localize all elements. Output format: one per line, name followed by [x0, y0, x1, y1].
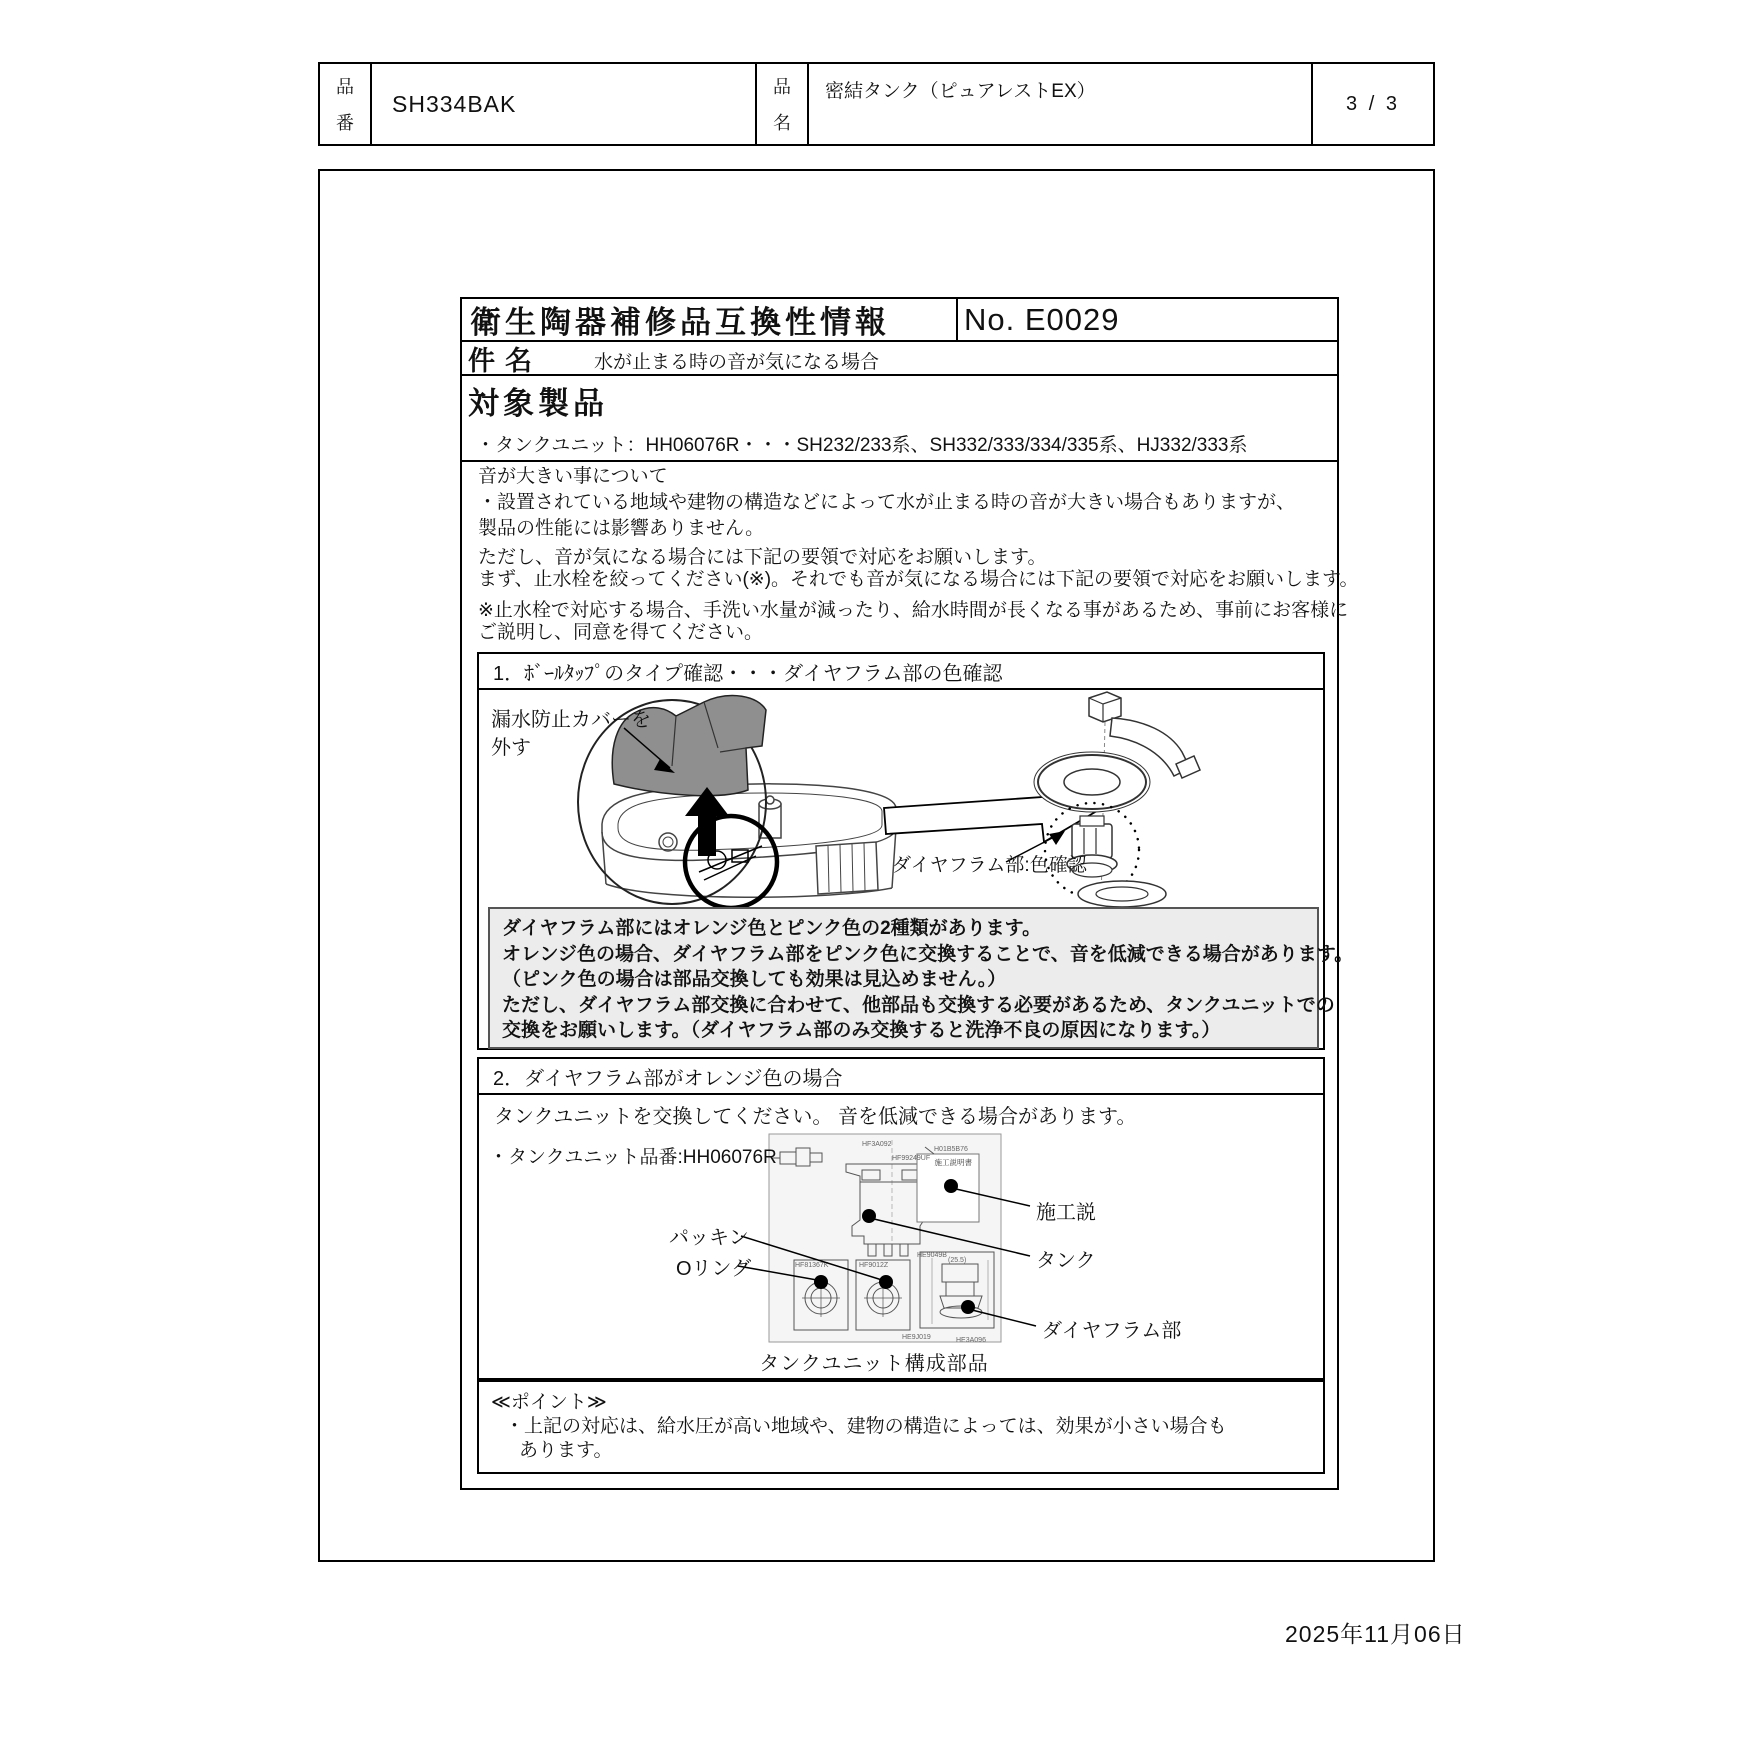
- part-name-text: 密結タンク（ピュアレストEX）: [825, 81, 1096, 102]
- part-name-label: [757, 64, 809, 144]
- section-2-box: [477, 1057, 1325, 1380]
- part-code: HF81367K: [795, 1262, 829, 1269]
- target-products-label: 対象製品: [468, 386, 608, 421]
- part-code: HF99249UF: [892, 1155, 931, 1162]
- tank-label: タンク: [1036, 1250, 1096, 1272]
- diaphragm-label: ダイヤフラム部: [1042, 1320, 1182, 1342]
- sheet-title-row: [462, 299, 1337, 342]
- part-code: HE3A096: [956, 1337, 986, 1344]
- part-code: HF9012Z: [859, 1262, 889, 1269]
- part-name-label-bottom: 名: [773, 112, 791, 133]
- unit-number-line: ・タンクユニット品番:HH06076R: [489, 1147, 777, 1168]
- color-check-label: ダイヤフラム部:色確認: [892, 855, 1087, 876]
- point-title: ≪ポイント≫: [491, 1392, 607, 1413]
- manual-card-text: 施工説明書: [934, 1158, 972, 1167]
- footer-date: 2025年11月06日: [1285, 1621, 1466, 1647]
- oring-dot: [814, 1275, 828, 1289]
- part-code: HF3A092: [862, 1141, 892, 1148]
- tank-line-art: [602, 784, 896, 897]
- part-number-label: [320, 64, 372, 144]
- note-line: 交換をお願いします。（ダイヤフラム部のみ交換すると洗浄不良の原因になります。）: [502, 1020, 1221, 1041]
- part-number-label-top: 品: [336, 77, 354, 98]
- tank-unit-parts-diagram: [479, 1095, 1327, 1382]
- manual-dot: [944, 1179, 958, 1193]
- part-code: HE9049B: [917, 1252, 947, 1259]
- note-line: オレンジ色の場合、ダイヤフラム部をピンク色に交換することで、音を低減できる場合があります。: [502, 943, 1354, 965]
- note-line: （ピンク色の場合は部品交換しても効果は見込めません。）: [502, 969, 1007, 990]
- part-name-value: [809, 64, 1313, 144]
- cover-label-line1: 漏水防止カバーを: [491, 709, 651, 731]
- tank-dot: [862, 1209, 876, 1223]
- part-code: (25.5): [948, 1257, 967, 1264]
- page-indicator: [1313, 64, 1433, 144]
- intro-line: ただし、音が気になる場合には下記の要領で対応をお願いします。: [478, 547, 1047, 568]
- intro-line: ご説明し、同意を得てください。: [478, 622, 764, 643]
- oring-label: Oリング: [676, 1258, 752, 1280]
- part-number-text: SH334BAK: [392, 90, 517, 117]
- target-products-row: [462, 376, 1337, 462]
- diaphragm-dot: [961, 1300, 975, 1314]
- packing-dot: [879, 1275, 893, 1289]
- cover-label-line2: 外す: [491, 737, 531, 759]
- info-sheet: [460, 297, 1359, 1490]
- section-1-box: [477, 652, 1354, 1050]
- intro-line: ※止水栓で対応する場合、手洗い水量が減ったり、給水時間が長くなる事があるため、事前にお客様に: [478, 600, 1349, 621]
- point-box: [477, 1380, 1325, 1474]
- point-line: ・上記の対応は、給水圧が高い地域や、建物の構造によっては、効果が小さい場合も: [505, 1416, 1227, 1437]
- part-name-label-top: 品: [773, 77, 791, 98]
- page-indicator-text: 3 / 3: [1346, 92, 1400, 115]
- header-table: [318, 62, 1435, 146]
- part-number-value: [372, 64, 757, 144]
- intro-line: 音が大きい事について: [478, 466, 668, 487]
- manual-label: 施工説: [1036, 1202, 1096, 1224]
- sheet-title: 衛生陶器補修品互換性情報: [462, 299, 958, 340]
- subject-label: 件名: [468, 345, 542, 376]
- parts-diagram-caption: タンクユニット構成部品: [759, 1353, 989, 1375]
- intro-line: 製品の性能には影響ありません。: [478, 518, 765, 539]
- packing-label: パッキン: [669, 1227, 749, 1249]
- target-products-item: ・タンクユニット：HH06076R・・・SH232/233系、SH332/333/334/335系、HJ332/333系: [476, 435, 1248, 456]
- part-code: HE9J019: [902, 1334, 931, 1341]
- part-code: H01B5B76: [934, 1146, 968, 1153]
- replace-instruction: タンクユニットを交換してください。 音を低減できる場合があります。: [494, 1106, 1137, 1128]
- sheet-number: No. E0029: [964, 301, 1120, 337]
- subject-row: [462, 342, 1337, 376]
- part-number-label-bottom: 番: [336, 112, 354, 133]
- note-line: ダイヤフラム部にはオレンジ色とピンク色の2種類があります。: [502, 918, 1042, 939]
- intro-line: ・設置されている地域や建物の構造などによって水が止まる時の音が大きい場合もありますが、: [478, 492, 1296, 513]
- section-2-heading: 2．ダイヤフラム部がオレンジ色の場合: [479, 1059, 1323, 1095]
- diaphragm-note-box: [488, 907, 1354, 1049]
- note-line: ただし、ダイヤフラム部交換に合わせて、他部品も交換する必要があるため、タンクユニットでの: [502, 994, 1335, 1016]
- cover-label: [491, 706, 651, 762]
- subject-text: 水が止まる時の音が気になる場合: [594, 351, 880, 373]
- intro-line: まず、止水栓を絞ってください(※)。それでも音が気になる場合には下記の要領で対応をお願いします。: [478, 569, 1359, 590]
- point-line: あります。: [519, 1440, 613, 1461]
- section-1-heading: 1．ﾎﾞｰﾙﾀｯﾌﾟのタイプ確認・・・ダイヤフラム部の色確認: [479, 654, 1323, 690]
